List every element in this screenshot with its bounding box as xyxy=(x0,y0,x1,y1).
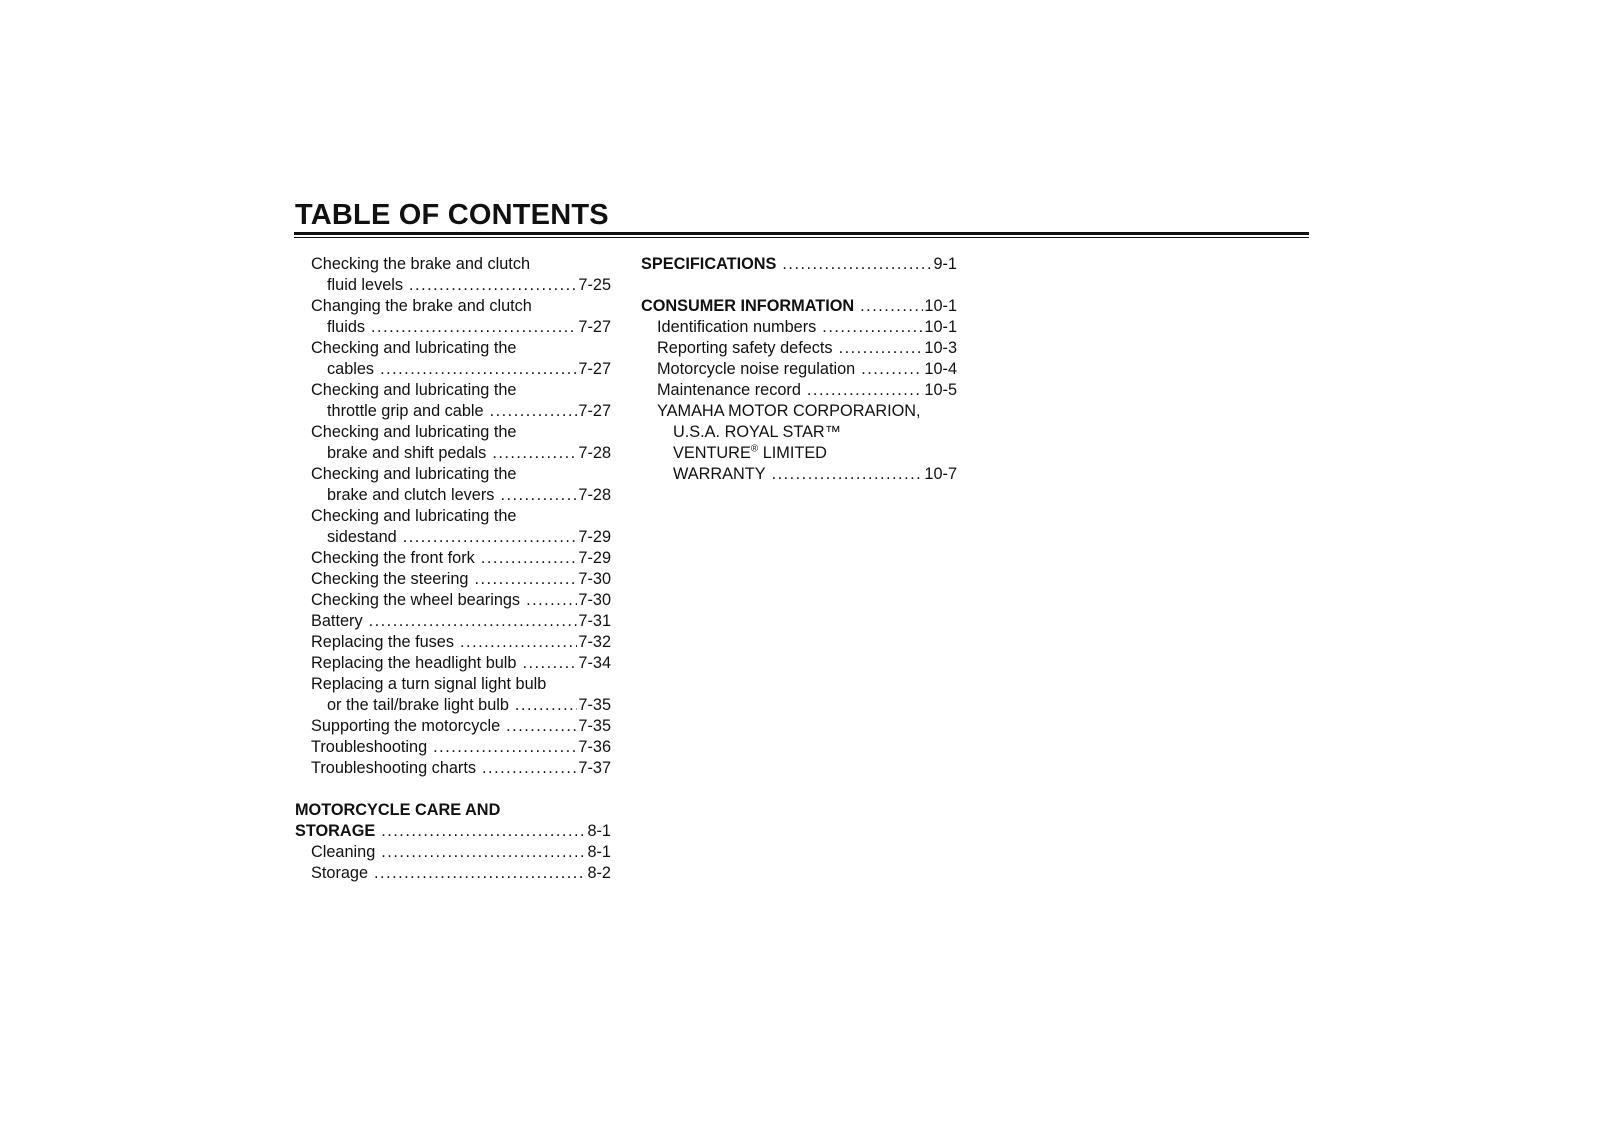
toc-entry[interactable]: cables ..... 7-27 xyxy=(295,359,611,380)
spacer xyxy=(295,779,611,800)
page-number: 7-28 xyxy=(578,486,611,504)
page-number: 7-31 xyxy=(578,612,611,630)
page-number: 7-25 xyxy=(578,276,611,294)
leader-dots xyxy=(474,569,577,590)
leader-dots xyxy=(482,758,577,779)
page-number: 7-35 xyxy=(578,717,611,735)
page-number: 10-1 xyxy=(924,297,957,315)
toc-entry[interactable]: Storage ..... 8-2 xyxy=(295,863,611,884)
leader-dots xyxy=(807,380,924,401)
toc-entry[interactable]: Checking the front fork ..... 7-29 xyxy=(295,548,611,569)
page-number: 8-2 xyxy=(587,864,611,882)
toc-entry[interactable]: brake and clutch levers ..... 7-28 xyxy=(295,485,611,506)
toc-entry[interactable]: throttle grip and cable ..... 7-27 xyxy=(295,401,611,422)
page-number: 7-27 xyxy=(578,360,611,378)
page-number: 7-29 xyxy=(578,528,611,546)
leader-dots xyxy=(526,590,577,611)
toc-section-entry[interactable]: CONSUMER INFORMATION ..... 10-1 xyxy=(641,296,957,317)
toc-entry: Checking and lubricating the xyxy=(311,339,517,357)
leader-dots xyxy=(460,632,577,653)
page-number: 7-34 xyxy=(578,654,611,672)
page-number: 7-36 xyxy=(578,738,611,756)
page-number: 7-27 xyxy=(578,402,611,420)
toc-column-right xyxy=(641,254,957,485)
leader-dots xyxy=(822,317,923,338)
toc-entry: Checking and lubricating the xyxy=(311,423,517,441)
leader-dots xyxy=(772,464,924,485)
toc-entry[interactable]: Checking the wheel bearings ..... 7-30 xyxy=(295,590,611,611)
page-number: 8-1 xyxy=(587,822,611,840)
page-number: 10-5 xyxy=(924,381,957,399)
leader-dots xyxy=(374,863,586,884)
page-number: 7-27 xyxy=(578,318,611,336)
toc-entry[interactable]: Cleaning ..... 8-1 xyxy=(295,842,611,863)
leader-dots xyxy=(861,359,923,380)
page-number: 9-1 xyxy=(933,255,957,273)
toc-entry: Replacing a turn signal light bulb xyxy=(311,675,547,693)
toc-entry[interactable]: fluids ..... 7-27 xyxy=(295,317,611,338)
page-number: 7-37 xyxy=(578,759,611,777)
leader-dots xyxy=(403,527,578,548)
toc-entry[interactable]: Identification numbers ..... 10-1 xyxy=(641,317,957,338)
spacer xyxy=(641,275,957,296)
leader-dots xyxy=(839,338,924,359)
toc-entry[interactable]: Maintenance record ..... 10-5 xyxy=(641,380,957,401)
page-number: 10-7 xyxy=(924,465,957,483)
page-number: 7-30 xyxy=(578,570,611,588)
toc-entry[interactable]: brake and shift pedals ..... 7-28 xyxy=(295,443,611,464)
toc-section-entry[interactable]: STORAGE ..... 8-1 xyxy=(295,821,611,842)
toc-entry: Checking and lubricating the xyxy=(311,465,517,483)
leader-dots xyxy=(381,842,586,863)
page-number: 7-32 xyxy=(578,633,611,651)
toc-entry[interactable]: Motorcycle noise regulation ..... 10-4 xyxy=(641,359,957,380)
page-number: 10-1 xyxy=(924,318,957,336)
registered-mark: ® xyxy=(750,443,759,455)
page-number: 10-4 xyxy=(924,360,957,378)
toc-entry[interactable]: sidestand ..... 7-29 xyxy=(295,527,611,548)
leader-dots xyxy=(371,317,577,338)
leader-dots xyxy=(500,485,577,506)
leader-dots xyxy=(522,653,577,674)
leader-dots xyxy=(515,695,577,716)
toc-entry[interactable]: Checking the steering ..... 7-30 xyxy=(295,569,611,590)
toc-section-entry[interactable]: SPECIFICATIONS ..... 9-1 xyxy=(641,254,957,275)
toc-entry[interactable]: Reporting safety defects ..... 10-3 xyxy=(641,338,957,359)
title-rule xyxy=(294,232,1309,238)
page-number: 7-28 xyxy=(578,444,611,462)
toc-entry: VENTURE® LIMITED xyxy=(673,443,827,462)
leader-dots xyxy=(380,359,577,380)
toc-entry: Checking and lubricating the xyxy=(311,507,517,525)
toc-entry[interactable]: Replacing the fuses ..... 7-32 xyxy=(295,632,611,653)
leader-dots xyxy=(782,254,932,275)
toc-entry: Changing the brake and clutch xyxy=(311,297,532,315)
page-number: 7-35 xyxy=(578,696,611,714)
leader-dots xyxy=(490,401,578,422)
leader-dots xyxy=(369,611,578,632)
toc-entry[interactable]: fluid levels ..... 7-25 xyxy=(295,275,611,296)
toc-entry[interactable]: WARRANTY ..... 10-7 xyxy=(641,464,957,485)
toc-entry[interactable]: Troubleshooting ..... 7-36 xyxy=(295,737,611,758)
leader-dots xyxy=(492,443,577,464)
toc-section-heading: MOTORCYCLE CARE AND xyxy=(295,801,501,819)
toc-entry[interactable]: or the tail/brake light bulb ..... 7-35 xyxy=(295,695,611,716)
leader-dots xyxy=(506,716,577,737)
toc-entry[interactable]: Replacing the headlight bulb ..... 7-34 xyxy=(295,653,611,674)
toc-entry[interactable]: Battery ..... 7-31 xyxy=(295,611,611,632)
toc-entry[interactable]: Supporting the motorcycle ..... 7-35 xyxy=(295,716,611,737)
toc-entry[interactable]: Troubleshooting charts ..... 7-37 xyxy=(295,758,611,779)
page-number: 7-29 xyxy=(578,549,611,567)
page-number: 7-30 xyxy=(578,591,611,609)
leader-dots xyxy=(381,821,586,842)
toc-entry: Checking the brake and clutch xyxy=(311,255,531,273)
page-number: 10-3 xyxy=(924,339,957,357)
toc-entry: YAMAHA MOTOR CORPORARION, xyxy=(657,402,921,420)
leader-dots xyxy=(433,737,577,758)
leader-dots xyxy=(481,548,578,569)
leader-dots xyxy=(860,296,923,317)
toc-column-left xyxy=(295,254,611,884)
page-title: TABLE OF CONTENTS xyxy=(295,199,609,231)
toc-entry: Checking and lubricating the xyxy=(311,381,517,399)
toc-entry: U.S.A. ROYAL STAR™ xyxy=(673,423,841,441)
leader-dots xyxy=(409,275,577,296)
page-number: 8-1 xyxy=(587,843,611,861)
